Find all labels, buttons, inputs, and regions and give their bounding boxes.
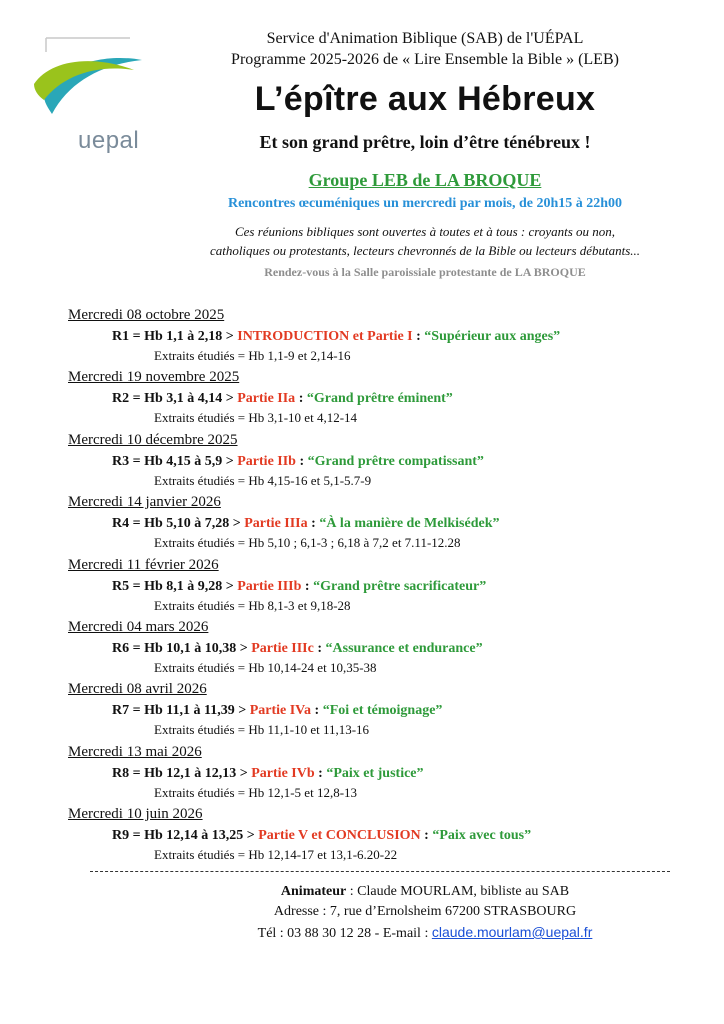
session-separator: : <box>412 329 425 344</box>
phone-text: Tél : 03 88 30 12 28 - E-mail : <box>257 926 432 941</box>
session-extract: Extraits étudiés = Hb 8,1-3 et 9,18-28 <box>154 597 351 613</box>
session-separator: : <box>420 828 433 844</box>
session-separator: : <box>301 578 314 594</box>
intro-note-line: catholiques ou protestants, lecteurs chevronnés de la Bible ou lecteurs débutants... <box>209 243 641 258</box>
session-theme: “Grand prêtre éminent” <box>306 391 453 407</box>
session-ref: R5 = Hb 8,1 à 9,28 > <box>112 578 238 594</box>
session-part: Partie IIIc <box>251 640 314 656</box>
session-list <box>68 306 708 868</box>
session-date: Mercredi 04 mars 2026 <box>68 618 209 635</box>
session-reference <box>68 388 708 409</box>
session-extract: Extraits étudiés = Hb 1,1-9 et 2,14-16 <box>154 348 351 363</box>
session-item <box>68 306 708 368</box>
intro-note-line: Ces réunions bibliques sont ouvertes à toutes et à tous : croyants ou non, <box>234 224 616 239</box>
session-reference <box>68 513 708 534</box>
session-separator: : <box>295 391 307 407</box>
session-extract: Extraits étudiés = Hb 5,10 ; 6,1-3 ; 6,18 à 7,2 et 7.11-12.28 <box>154 535 461 551</box>
session-separator: : <box>307 516 320 532</box>
session-item <box>68 805 708 867</box>
session-extract: Extraits étudiés = Hb 11,1-10 et 11,13-16 <box>154 722 370 738</box>
session-date: Mercredi 10 juin 2026 <box>68 806 203 823</box>
session-theme: “À la manière de Melkisédek” <box>319 516 500 532</box>
session-ref: R3 = Hb 4,15 à 5,9 > <box>112 453 238 469</box>
session-part: Partie IIb <box>237 453 296 469</box>
session-date: Mercredi 13 mai 2026 <box>68 743 202 760</box>
session-ref: R7 = Hb 11,1 à 11,39 > <box>112 703 250 719</box>
uepal-logo-text: uepal <box>78 127 140 154</box>
session-theme: “Grand prêtre compatissant” <box>307 453 484 469</box>
session-ref: R1 = Hb 1,1 à 2,18 > <box>112 329 238 344</box>
session-reference <box>68 700 708 721</box>
session-theme: “Assurance et endurance” <box>325 640 483 656</box>
session-separator: : <box>295 453 308 469</box>
session-reference <box>68 451 708 472</box>
service-line: Service d'Animation Biblique (SAB) de l'UÉPAL <box>266 30 584 47</box>
program-line: Programme 2025-2026 de « Lire Ensemble la Bible » (LEB) <box>231 51 619 68</box>
session-item <box>68 618 708 680</box>
session-date: Mercredi 19 novembre 2025 <box>68 369 240 386</box>
session-ref: R6 = Hb 10,1 à 10,38 > <box>112 640 252 656</box>
intro-note <box>160 222 690 260</box>
email-link[interactable]: claude.mourlam@uepal.fr <box>431 924 593 940</box>
session-reference <box>68 638 708 659</box>
session-date: Mercredi 11 février 2026 <box>68 556 219 573</box>
session-item <box>68 680 708 742</box>
session-extract: Extraits étudiés = Hb 3,1-10 et 4,12-14 <box>154 410 358 426</box>
session-part: INTRODUCTION et Partie I <box>237 329 413 344</box>
session-date: Mercredi 08 avril 2026 <box>68 681 207 698</box>
session-item <box>68 556 708 618</box>
session-reference <box>68 576 708 597</box>
session-part: Partie V et CONCLUSION <box>258 828 421 844</box>
session-item <box>68 493 708 555</box>
session-date: Mercredi 10 décembre 2025 <box>68 431 238 448</box>
animator-label: Animateur <box>280 884 347 899</box>
session-ref: R9 = Hb 12,14 à 13,25 > <box>112 828 259 844</box>
meetings-info: Rencontres œcuméniques un mercredi par mois, de 20h15 à 22h00 <box>227 196 623 211</box>
session-extract: Extraits étudiés = Hb 12,1-5 et 12,8-13 <box>154 784 358 800</box>
session-extract: Extraits étudiés = Hb 12,14-17 et 13,1-6.20-22 <box>154 847 398 863</box>
session-separator: : <box>314 765 327 781</box>
session-ref: R8 = Hb 12,1 à 12,13 > <box>112 765 252 781</box>
session-theme: “Grand prêtre sacrificateur” <box>313 578 487 594</box>
footer-animator <box>160 884 690 900</box>
session-part: Partie IIIb <box>237 578 302 594</box>
page-subtitle: Et son grand prêtre, loin d’être ténébreux ! <box>259 132 591 152</box>
session-reference <box>68 326 708 347</box>
session-part: Partie IIIa <box>244 516 308 532</box>
footer-address: Adresse : 7, rue d’Ernolsheim 67200 STRASBOURG <box>273 904 577 919</box>
session-date: Mercredi 14 janvier 2026 <box>68 494 221 511</box>
session-extract: Extraits étudiés = Hb 10,14-24 et 10,35-38 <box>154 659 377 675</box>
session-ref: R2 = Hb 3,1 à 4,14 > <box>112 391 238 407</box>
session-date: Mercredi 08 octobre 2025 <box>68 307 225 323</box>
session-item <box>68 368 708 430</box>
meeting-place: Rendez-vous à la Salle paroissiale protestante de LA BROQUE <box>264 265 586 279</box>
session-separator: : <box>313 640 326 656</box>
session-reference <box>68 825 708 846</box>
session-item <box>68 743 708 805</box>
session-ref: R4 = Hb 5,10 à 7,28 > <box>112 516 245 532</box>
session-theme: “Paix et justice” <box>326 765 424 781</box>
footer-contact <box>160 924 690 942</box>
session-part: Partie IVa <box>249 703 312 719</box>
session-extract: Extraits étudiés = Hb 4,15-16 et 5,1-5.7-9 <box>154 472 372 488</box>
animator-text: : Claude MOURLAM, bibliste au SAB <box>346 884 570 899</box>
session-theme: “Paix avec tous” <box>432 828 532 844</box>
session-part: Partie IVb <box>251 765 315 781</box>
session-reference <box>68 763 708 784</box>
session-theme: “Supérieur aux anges” <box>424 329 561 344</box>
session-separator: : <box>311 703 323 719</box>
footer-divider <box>90 871 670 872</box>
session-theme: “Foi et témoignage” <box>322 703 443 719</box>
session-item <box>68 431 708 493</box>
group-name: Groupe LEB de LA BROQUE <box>308 170 542 190</box>
session-part: Partie IIa <box>237 391 296 407</box>
page-title: L’épître aux Hébreux <box>254 80 596 118</box>
